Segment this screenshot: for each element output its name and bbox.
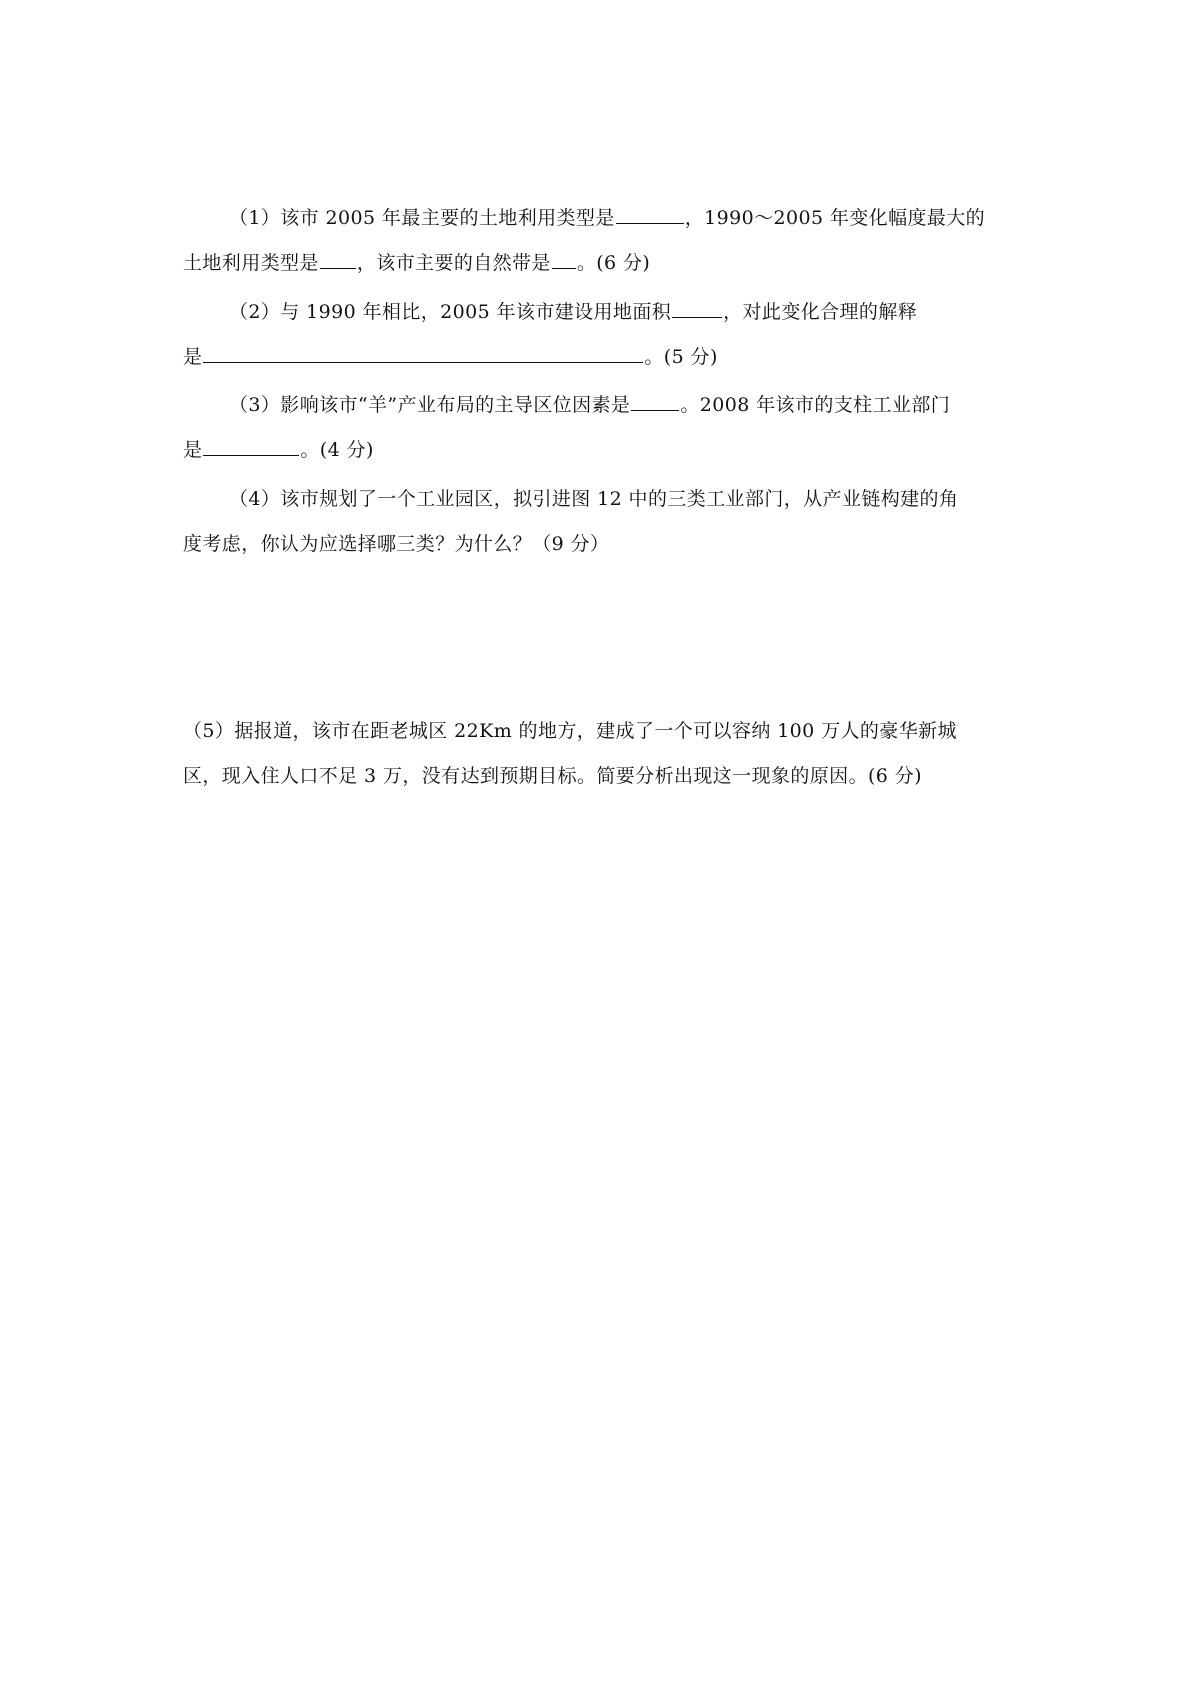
question-5-line-1: （5）据报道，该市在距老城区 22Km 的地方，建成了一个可以容纳 100 万人的豪华新城: [183, 720, 957, 742]
answer-blank-largest-change[interactable]: [320, 246, 356, 269]
answer-blank-location-factor[interactable]: [631, 388, 679, 411]
answer-blank-natural-zone[interactable]: [552, 246, 576, 269]
question-2-text-a: （2）与 1990 年相比，2005 年该市建设用地面积: [229, 301, 672, 323]
question-2-text-b: ，对此变化合理的解释: [723, 301, 918, 323]
question-2-line-1: [183, 290, 1025, 335]
question-3-line-2: [183, 428, 1025, 473]
answer-blank-pillar-industry[interactable]: [203, 433, 299, 456]
question-1-line-2: [183, 241, 1025, 286]
question-1-text-a: （1）该市 2005 年最主要的土地利用类型是: [229, 207, 615, 229]
answer-blank-explanation[interactable]: [203, 340, 643, 363]
question-1-text-d: ，该市主要的自然带是: [356, 252, 551, 274]
answer-blank-construction-area[interactable]: [672, 295, 722, 318]
question-3-text-c: 是: [183, 439, 203, 461]
question-1-text-c: 土地利用类型是: [183, 252, 319, 274]
question-4: [183, 477, 1025, 567]
question-1: [183, 196, 1025, 286]
question-4-line-2: 度考虑，你认为应选择哪三类？为什么？（9 分）: [183, 533, 610, 555]
answer-blank-main-land-use[interactable]: [616, 201, 684, 224]
question-2: [183, 290, 1025, 380]
question-2-score: 。(5 分): [644, 346, 718, 368]
question-1-text-b: ，1990～2005 年变化幅度最大的: [684, 207, 986, 229]
question-2-line-2: [183, 335, 1025, 380]
question-1-line-1: [183, 196, 1025, 241]
question-3-line-1: [183, 383, 1025, 428]
question-4-line-1: （4）该市规划了一个工业园区，拟引进图 12 中的三类工业部门，从产业链构建的角: [229, 488, 959, 510]
question-3-text-b: 。2008 年该市的支柱工业部门: [680, 394, 951, 416]
question-5-line-2: 区，现入住人口不足 3 万，没有达到预期目标。简要分析出现这一现象的原因。(6 分): [183, 765, 922, 787]
question-3: [183, 383, 1025, 473]
question-1-score: 。(6 分): [576, 252, 651, 274]
question-2-text-c: 是: [183, 346, 203, 368]
question-3-score: 。(4 分): [300, 439, 374, 461]
question-5: [183, 709, 1025, 799]
question-3-text-a: （3）影响该市“羊”产业布局的主导区位因素是: [229, 394, 631, 416]
